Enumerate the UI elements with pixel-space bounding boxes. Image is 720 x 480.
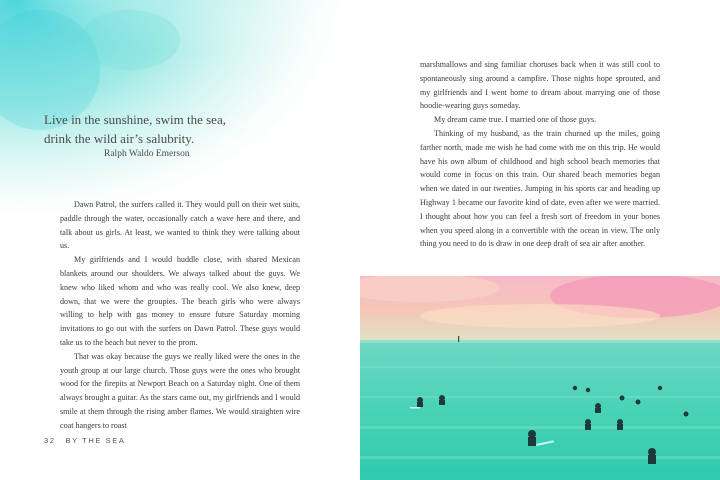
- running-title: BY THE SEA: [65, 436, 126, 445]
- right-body-text: [420, 58, 660, 251]
- epigraph-line: drink the wild air’s salubrity.: [44, 131, 195, 146]
- paragraph: marshmallows and sing familiar choruses back when it was still cool to spontaneously sing around a campfire. Those nights hope sprouted, and my girlfriends and I went home to dream about marrying one of those hoodie-wearing guys someday.: [420, 60, 660, 111]
- paragraph: My dream came true. I married one of those guys.: [434, 115, 597, 125]
- page-footer: [44, 436, 125, 445]
- left-page: [0, 0, 356, 480]
- paragraph: That was okay because the guys we really liked were the ones in the youth group at our large church. Those guys were the ones who brought wood for the firepits at Newport Beach on a Saturday night. One of them always brought a guitar. As the stars came out, my girlfriends and I would smile at them through the rising amber flames. We would straighten wire coat hangers to roast: [60, 351, 300, 430]
- right-page: [360, 0, 720, 480]
- epigraph: [44, 110, 324, 148]
- left-body-text: [60, 198, 300, 433]
- page-number: 32: [44, 436, 56, 445]
- epigraph-line: Live in the sunshine, swim the sea,: [44, 112, 226, 127]
- paragraph: Thinking of my husband, as the train churned up the miles, going farther north, made me wish he had come with me on this trip. He would have his own album of childhood and high school beach memories that would come in focus on this train. Our shared beach memories began when we dated in our twenties. Jumping in his sports car and heading up Highway 1 became our favorite kind of date, even after we were married. I thought about how you can feel a fresh sort of freedom in your bones when you speed along in a convertible with the ocean in view. The only thing you need to do is draw in one deep draft of sea air after another.: [420, 128, 660, 249]
- epigraph-author: Ralph Waldo Emerson: [104, 149, 190, 159]
- paragraph: My girlfriends and I would huddle close, with shared Mexican blankets around our shoulders. We always talked about the guys. We knew who liked whom and who was really cool. We also knew, deep down, that we were the groupies. The beach girls who were always willing to help with gas money to ensure future Saturday morning invitations to go out with the surfers on Dawn Patrol. These guys would take us to the beach but never to the prom.: [60, 255, 300, 347]
- paragraph: Dawn Patrol, the surfers called it. They would pull on their wet suits, paddle through the water, occasionally catch a wave here and there, and talk about us girls. At least, we wanted to think they were talking about us.: [60, 200, 300, 251]
- ocean-surfers-photo: [360, 276, 720, 480]
